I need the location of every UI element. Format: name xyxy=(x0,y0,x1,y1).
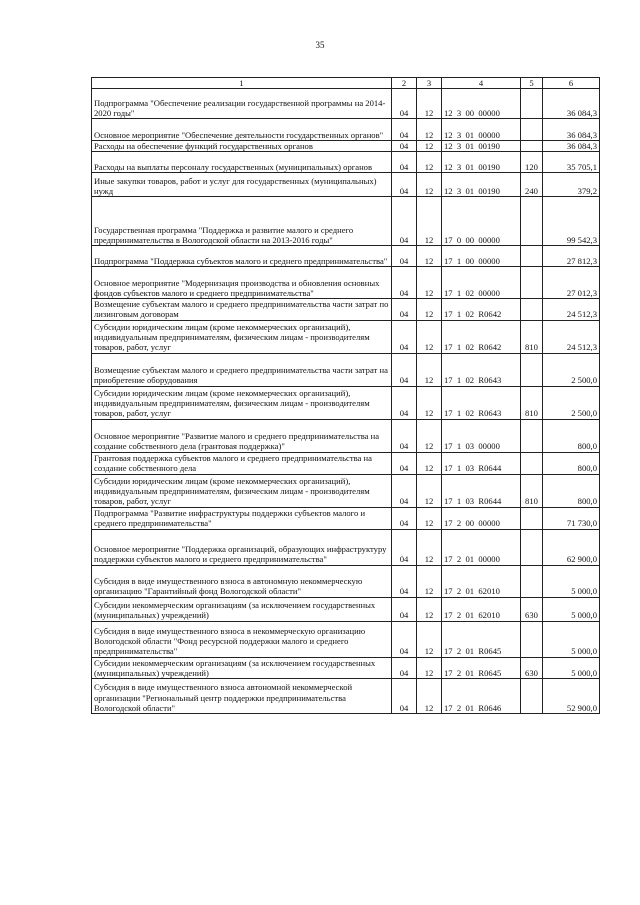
row-section-cell: 04 xyxy=(392,119,417,141)
row-expense-type-cell: 240 xyxy=(521,173,543,197)
budget-table xyxy=(91,77,600,714)
row-name-cell: Иные закупки товаров, работ и услуг для государственных (муниципальных) нужд xyxy=(92,173,392,197)
row-expense-type-cell xyxy=(521,197,543,246)
row-expense-type-cell xyxy=(521,119,543,141)
row-expense-type-cell: 630 xyxy=(521,657,543,678)
row-amount-cell: 2 500,0 xyxy=(543,353,600,386)
row-subsection-cell: 12 xyxy=(417,141,442,152)
row-section-cell: 04 xyxy=(392,507,417,529)
row-amount-cell: 5 000,0 xyxy=(543,565,600,597)
row-name-cell: Подпрограмма "Поддержка субъектов малого и среднего предпринимательства" xyxy=(92,246,392,267)
row-amount-cell: 52 900,0 xyxy=(543,678,600,713)
row-target-article-cell: 17 2 01 62010 xyxy=(442,565,521,597)
row-expense-type-cell xyxy=(521,353,543,386)
row-section-cell: 04 xyxy=(392,173,417,197)
row-expense-type-cell xyxy=(521,565,543,597)
table-row xyxy=(92,565,600,597)
row-subsection-cell: 12 xyxy=(417,507,442,529)
row-section-cell: 04 xyxy=(392,299,417,320)
table-row xyxy=(92,419,600,452)
row-name-cell: Субсидии юридическим лицам (кроме некоммерческих организаций), индивидуальным предпринимателям, физическим лицам - производителям товаров, работ, услуг xyxy=(92,386,392,419)
row-subsection-cell: 12 xyxy=(417,657,442,678)
header-col-1: 1 xyxy=(92,78,392,89)
row-name-cell: Подпрограмма "Обеспечение реализации государственной программы на 2014-2020 годы" xyxy=(92,89,392,119)
row-subsection-cell: 12 xyxy=(417,152,442,173)
table-row xyxy=(92,386,600,419)
row-expense-type-cell: 810 xyxy=(521,386,543,419)
row-target-article-cell: 17 2 01 62010 xyxy=(442,597,521,621)
row-subsection-cell: 12 xyxy=(417,246,442,267)
row-section-cell: 04 xyxy=(392,597,417,621)
row-amount-cell: 36 084,3 xyxy=(543,89,600,119)
row-subsection-cell: 12 xyxy=(417,119,442,141)
table-row xyxy=(92,507,600,529)
row-target-article-cell: 17 1 02 R0643 xyxy=(442,353,521,386)
table-row xyxy=(92,141,600,152)
row-section-cell: 04 xyxy=(392,89,417,119)
table-row xyxy=(92,529,600,565)
row-subsection-cell: 12 xyxy=(417,474,442,507)
row-subsection-cell: 12 xyxy=(417,565,442,597)
row-subsection-cell: 12 xyxy=(417,678,442,713)
table-row xyxy=(92,197,600,246)
table-header-row xyxy=(92,78,600,89)
row-target-article-cell: 17 1 02 R0642 xyxy=(442,320,521,353)
row-subsection-cell: 12 xyxy=(417,320,442,353)
row-name-cell: Возмещение субъектам малого и среднего предпринимательства части затрат на приобретение оборудования xyxy=(92,353,392,386)
row-expense-type-cell xyxy=(521,419,543,452)
row-subsection-cell: 12 xyxy=(417,267,442,299)
row-expense-type-cell xyxy=(521,529,543,565)
row-section-cell: 04 xyxy=(392,320,417,353)
row-expense-type-cell xyxy=(521,89,543,119)
row-name-cell: Грантовая поддержка субъектов малого и среднего предпринимательства на создание собственного дела xyxy=(92,452,392,474)
row-name-cell: Государственная программа "Поддержка и развитие малого и среднего предпринимательства в Вологодской области на 2013-2016 годы" xyxy=(92,197,392,246)
row-target-article-cell: 17 1 02 R0643 xyxy=(442,386,521,419)
row-target-article-cell: 17 1 03 R0644 xyxy=(442,474,521,507)
row-target-article-cell: 17 1 03 00000 xyxy=(442,419,521,452)
row-section-cell: 04 xyxy=(392,565,417,597)
row-target-article-cell: 17 2 01 R0645 xyxy=(442,621,521,657)
row-target-article-cell: 17 2 01 R0645 xyxy=(442,657,521,678)
row-amount-cell: 27 012,3 xyxy=(543,267,600,299)
row-name-cell: Субсидия в виде имущественного взноса автономной некоммерческой организации "Региональный центр поддержки предпринимательства Вологодской области" xyxy=(92,678,392,713)
row-subsection-cell: 12 xyxy=(417,621,442,657)
page-number: 35 xyxy=(315,40,325,50)
row-section-cell: 04 xyxy=(392,152,417,173)
row-name-cell: Расходы на выплаты персоналу государственных (муниципальных) органов xyxy=(92,152,392,173)
row-target-article-cell: 17 2 01 R0646 xyxy=(442,678,521,713)
header-col-6: 6 xyxy=(543,78,600,89)
row-target-article-cell: 12 3 01 00190 xyxy=(442,141,521,152)
row-name-cell: Субсидии некоммерческим организациям (за исключением государственных (муниципальных) учреждений) xyxy=(92,657,392,678)
row-amount-cell: 35 705,1 xyxy=(543,152,600,173)
row-target-article-cell: 17 1 02 R0642 xyxy=(442,299,521,320)
row-amount-cell: 800,0 xyxy=(543,474,600,507)
row-subsection-cell: 12 xyxy=(417,597,442,621)
table-row xyxy=(92,657,600,678)
row-amount-cell: 5 000,0 xyxy=(543,657,600,678)
row-expense-type-cell: 810 xyxy=(521,320,543,353)
table-row xyxy=(92,119,600,141)
row-subsection-cell: 12 xyxy=(417,452,442,474)
row-amount-cell: 71 730,0 xyxy=(543,507,600,529)
row-expense-type-cell xyxy=(521,452,543,474)
table-body xyxy=(92,89,600,714)
row-target-article-cell: 17 0 00 00000 xyxy=(442,197,521,246)
row-section-cell: 04 xyxy=(392,452,417,474)
row-name-cell: Основное мероприятие "Обеспечение деятельности государственных органов" xyxy=(92,119,392,141)
row-amount-cell: 2 500,0 xyxy=(543,386,600,419)
table-row xyxy=(92,152,600,173)
row-target-article-cell: 12 3 00 00000 xyxy=(442,89,521,119)
row-section-cell: 04 xyxy=(392,141,417,152)
row-expense-type-cell: 810 xyxy=(521,474,543,507)
row-amount-cell: 800,0 xyxy=(543,419,600,452)
row-name-cell: Основное мероприятие "Поддержка организаций, образующих инфраструктуру поддержки субъектов малого и среднего предпринимательства" xyxy=(92,529,392,565)
row-name-cell: Возмещение субъектам малого и среднего предпринимательства части затрат по лизинговым договорам xyxy=(92,299,392,320)
row-subsection-cell: 12 xyxy=(417,197,442,246)
table-row xyxy=(92,173,600,197)
row-target-article-cell: 17 1 03 R0644 xyxy=(442,452,521,474)
row-section-cell: 04 xyxy=(392,267,417,299)
row-section-cell: 04 xyxy=(392,419,417,452)
table-row xyxy=(92,246,600,267)
row-target-article-cell: 12 3 01 00190 xyxy=(442,152,521,173)
row-name-cell: Основное мероприятие "Модернизация производства и обновления основных фондов субъектов малого и среднего предпринимательства" xyxy=(92,267,392,299)
row-amount-cell: 27 812,3 xyxy=(543,246,600,267)
row-subsection-cell: 12 xyxy=(417,353,442,386)
row-subsection-cell: 12 xyxy=(417,173,442,197)
row-subsection-cell: 12 xyxy=(417,529,442,565)
row-subsection-cell: 12 xyxy=(417,419,442,452)
row-amount-cell: 379,2 xyxy=(543,173,600,197)
row-name-cell: Расходы на обеспечение функций государственных органов xyxy=(92,141,392,152)
header-col-3: 3 xyxy=(417,78,442,89)
row-amount-cell: 36 084,3 xyxy=(543,119,600,141)
row-amount-cell: 800,0 xyxy=(543,452,600,474)
row-target-article-cell: 12 3 01 00190 xyxy=(442,173,521,197)
row-name-cell: Субсидии некоммерческим организациям (за исключением государственных (муниципальных) учреждений) xyxy=(92,597,392,621)
row-amount-cell: 36 084,3 xyxy=(543,141,600,152)
row-target-article-cell: 12 3 01 00000 xyxy=(442,119,521,141)
table-row xyxy=(92,299,600,320)
row-amount-cell: 99 542,3 xyxy=(543,197,600,246)
row-target-article-cell: 17 1 02 00000 xyxy=(442,267,521,299)
row-target-article-cell: 17 2 00 00000 xyxy=(442,507,521,529)
row-amount-cell: 24 512,3 xyxy=(543,299,600,320)
row-subsection-cell: 12 xyxy=(417,386,442,419)
row-expense-type-cell xyxy=(521,246,543,267)
row-expense-type-cell: 630 xyxy=(521,597,543,621)
row-section-cell: 04 xyxy=(392,353,417,386)
row-name-cell: Субсидии юридическим лицам (кроме некоммерческих организаций), индивидуальным предпринимателям, физическим лицам - производителям товаров, работ, услуг xyxy=(92,320,392,353)
table-row xyxy=(92,89,600,119)
row-expense-type-cell: 120 xyxy=(521,152,543,173)
row-subsection-cell: 12 xyxy=(417,89,442,119)
table-row xyxy=(92,353,600,386)
row-section-cell: 04 xyxy=(392,386,417,419)
table-row xyxy=(92,452,600,474)
header-col-4: 4 xyxy=(442,78,521,89)
table-row xyxy=(92,320,600,353)
row-target-article-cell: 17 1 00 00000 xyxy=(442,246,521,267)
row-amount-cell: 62 900,0 xyxy=(543,529,600,565)
row-section-cell: 04 xyxy=(392,529,417,565)
table-row xyxy=(92,597,600,621)
row-name-cell: Основное мероприятие "Развитие малого и среднего предпринимательства на создание собственного дела (грантовая поддержка)" xyxy=(92,419,392,452)
row-expense-type-cell xyxy=(521,621,543,657)
row-section-cell: 04 xyxy=(392,474,417,507)
row-expense-type-cell xyxy=(521,507,543,529)
row-name-cell: Подпрограмма "Развитие инфраструктуры поддержки субъектов малого и среднего предпринимательства" xyxy=(92,507,392,529)
row-target-article-cell: 17 2 01 00000 xyxy=(442,529,521,565)
row-name-cell: Субсидия в виде имущественного взноса в некоммерческую организацию Вологодской области "Фонд ресурсной поддержки малого и среднего предпринимательства" xyxy=(92,621,392,657)
table-row xyxy=(92,474,600,507)
table-row xyxy=(92,267,600,299)
row-amount-cell: 5 000,0 xyxy=(543,597,600,621)
row-amount-cell: 5 000,0 xyxy=(543,621,600,657)
row-section-cell: 04 xyxy=(392,678,417,713)
row-expense-type-cell xyxy=(521,267,543,299)
header-col-2: 2 xyxy=(392,78,417,89)
row-name-cell: Субсидия в виде имущественного взноса в автономную некоммерческую организацию "Гарантийный фонд Вологодской области" xyxy=(92,565,392,597)
row-section-cell: 04 xyxy=(392,657,417,678)
table-row xyxy=(92,621,600,657)
row-amount-cell: 24 512,3 xyxy=(543,320,600,353)
row-subsection-cell: 12 xyxy=(417,299,442,320)
header-col-5: 5 xyxy=(521,78,543,89)
row-expense-type-cell xyxy=(521,299,543,320)
row-expense-type-cell xyxy=(521,678,543,713)
row-name-cell: Субсидии юридическим лицам (кроме некоммерческих организаций), индивидуальным предпринимателям, физическим лицам - производителям товаров, работ, услуг xyxy=(92,474,392,507)
table-row xyxy=(92,678,600,713)
row-section-cell: 04 xyxy=(392,197,417,246)
row-section-cell: 04 xyxy=(392,621,417,657)
row-expense-type-cell xyxy=(521,141,543,152)
row-section-cell: 04 xyxy=(392,246,417,267)
